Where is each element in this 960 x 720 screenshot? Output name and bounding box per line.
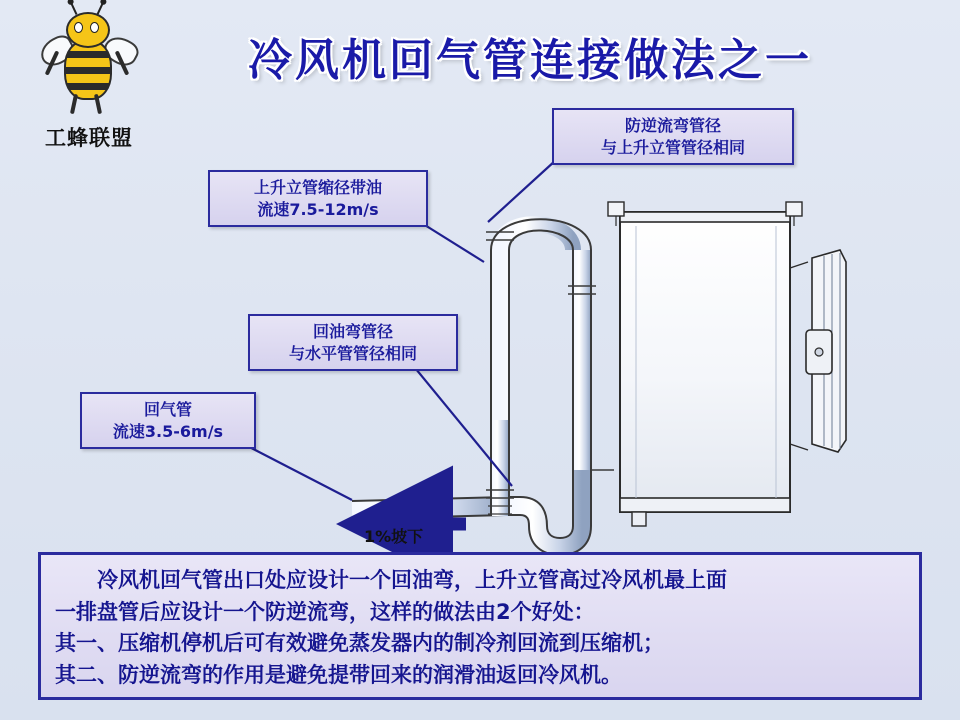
callout-line: 上升立管缩径带油	[253, 178, 382, 197]
callout-riser-pipe	[208, 170, 428, 227]
page-title: 冷风机回气管连接做法之一	[248, 35, 812, 86]
leader-antiflow	[488, 160, 556, 222]
callout-line: 防逆流弯管径	[624, 116, 721, 135]
note-line-2: 一排盘管后应设计一个防逆流弯，这样的做法由2个好处：	[55, 599, 595, 624]
callout-line: 回油弯管径	[312, 322, 393, 341]
suction-pipe-run	[352, 219, 614, 555]
slope-label: 1%坡下	[364, 527, 424, 546]
note-line-3: 其一、压缩机停机后可有效避免蒸发器内的制冷剂回流到压缩机；	[55, 631, 664, 655]
callout-line: 与上升立管管径相同	[600, 137, 745, 157]
explanation-note	[38, 552, 922, 700]
callout-line: 与水平管管径相同	[288, 343, 417, 363]
note-line-1: 冷风机回气管出口处应设计一个回油弯，上升立管高过冷风机最上面	[97, 568, 727, 592]
air-cooler-unit	[608, 202, 846, 526]
callout-line: 流速7.5-12m/s	[257, 199, 379, 219]
callout-line: 流速3.5-6m/s	[112, 421, 224, 441]
callout-oil-trap	[248, 314, 458, 371]
callout-suction-line	[80, 392, 256, 449]
callout-anti-backflow-bend	[552, 108, 794, 165]
callout-line: 回气管	[143, 400, 192, 419]
logo-text: 工蜂联盟	[45, 126, 133, 150]
note-line-4: 其二、防逆流弯的作用是避免提带回来的润滑油返回冷风机。	[55, 662, 622, 687]
